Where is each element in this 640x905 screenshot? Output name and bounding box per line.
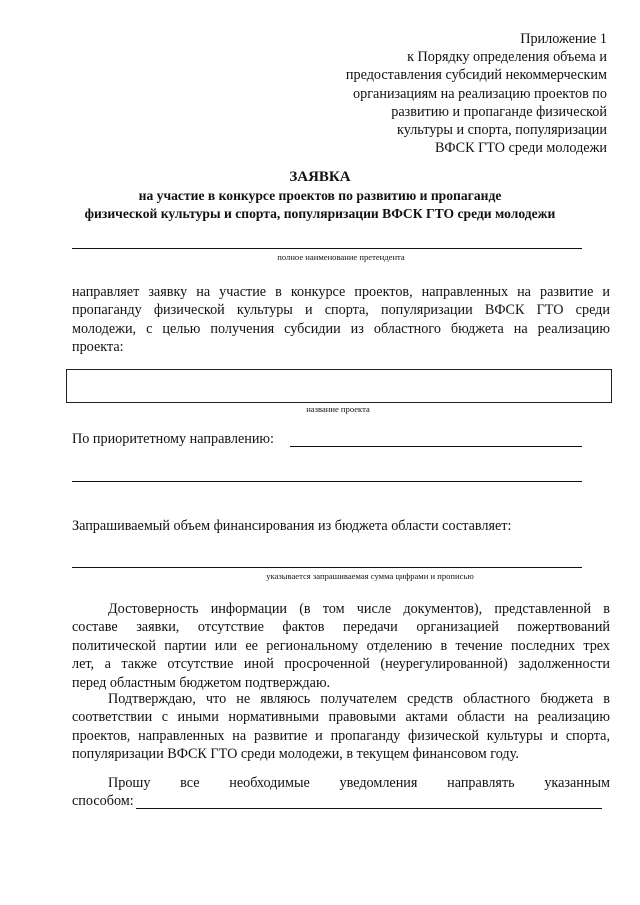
- title-subtitle-line: физической культуры и спорта, популяризации ВФСК ГТО среди молодежи: [84, 206, 556, 221]
- paragraph-line: проекта:: [72, 339, 124, 356]
- appendix-line: культуры и спорта, популяризации: [397, 122, 607, 139]
- confirmation-paragraph: [72, 690, 610, 764]
- applicant-name-field[interactable]: [72, 248, 582, 249]
- project-name-field[interactable]: [66, 369, 612, 403]
- applicant-name-caption: полное наименование претендента: [277, 252, 405, 262]
- appendix-line: Приложение 1: [520, 31, 607, 47]
- notification-method-label: способом:: [72, 793, 134, 809]
- appendix-header: [346, 30, 607, 157]
- appendix-line: к Порядку определения объема и: [407, 49, 607, 66]
- reliability-paragraph: [72, 600, 610, 692]
- project-name-caption: название проекта: [306, 404, 370, 414]
- appendix-line: ВФСК ГТО среди молодежи: [434, 140, 607, 157]
- document-title: [0, 168, 640, 223]
- appendix-line: предоставления субсидий некоммерческим: [345, 67, 607, 84]
- paragraph-line: популяризации ВФСК ГТО среди молодежи, в текущем финансовом году.: [72, 746, 519, 763]
- paragraph-line: политической партии или ее региональному отделению в течение последних трех: [72, 637, 610, 654]
- notification-paragraph: [72, 774, 610, 792]
- paragraph-line: пропаганду физической культуры и спорта, популяризации ВФСК ГТО среди: [72, 302, 610, 319]
- funding-label: Запрашиваемый объем финансирования из бюджета области составляет:: [72, 518, 512, 534]
- paragraph-line: составе заявки, отсутствие фактов передачи организацией пожертвований: [72, 619, 610, 636]
- paragraph-line: Достоверность информации (в том числе документов), представленной в: [108, 601, 610, 617]
- title-subtitle-line: на участие в конкурсе проектов по развитию и пропаганде: [138, 188, 502, 203]
- paragraph-line: лет, а также отсутствие иной просроченной (неурегулированной) задолженности: [72, 656, 610, 673]
- priority-label: По приоритетному направлению:: [72, 431, 274, 447]
- paragraph-line: Подтверждаю, что не являюсь получателем средств областного бюджета в: [108, 691, 610, 707]
- notification-method-field[interactable]: [136, 808, 602, 809]
- paragraph-line: соответствии с иными нормативными правовыми актами области на реализацию: [72, 709, 610, 726]
- priority-field[interactable]: [290, 446, 582, 447]
- appendix-line: развитию и пропаганде физической: [391, 103, 607, 120]
- paragraph-line: направляет заявку на участие в конкурсе проектов, направленных на развитие и: [72, 284, 610, 300]
- funding-amount-caption: указывается запрашиваемая сумма цифрами и прописью: [266, 571, 474, 581]
- funding-amount-field[interactable]: [72, 567, 582, 568]
- paragraph-line: перед областным бюджетом подтверждаю.: [72, 674, 331, 691]
- intro-paragraph: [72, 283, 610, 357]
- priority-field-line-2[interactable]: [72, 481, 582, 482]
- paragraph-line: Прошу все необходимые уведомления направлять указанным: [108, 775, 610, 791]
- title-main: ЗАЯВКА: [289, 169, 351, 185]
- paragraph-line: молодежи, с целью получения субсидии из областного бюджета на реализацию: [72, 320, 610, 337]
- paragraph-line: проектов, направленных на развитие и пропаганду физической культуры и спорта,: [72, 727, 610, 744]
- appendix-line: организациям на реализацию проектов по: [353, 85, 607, 102]
